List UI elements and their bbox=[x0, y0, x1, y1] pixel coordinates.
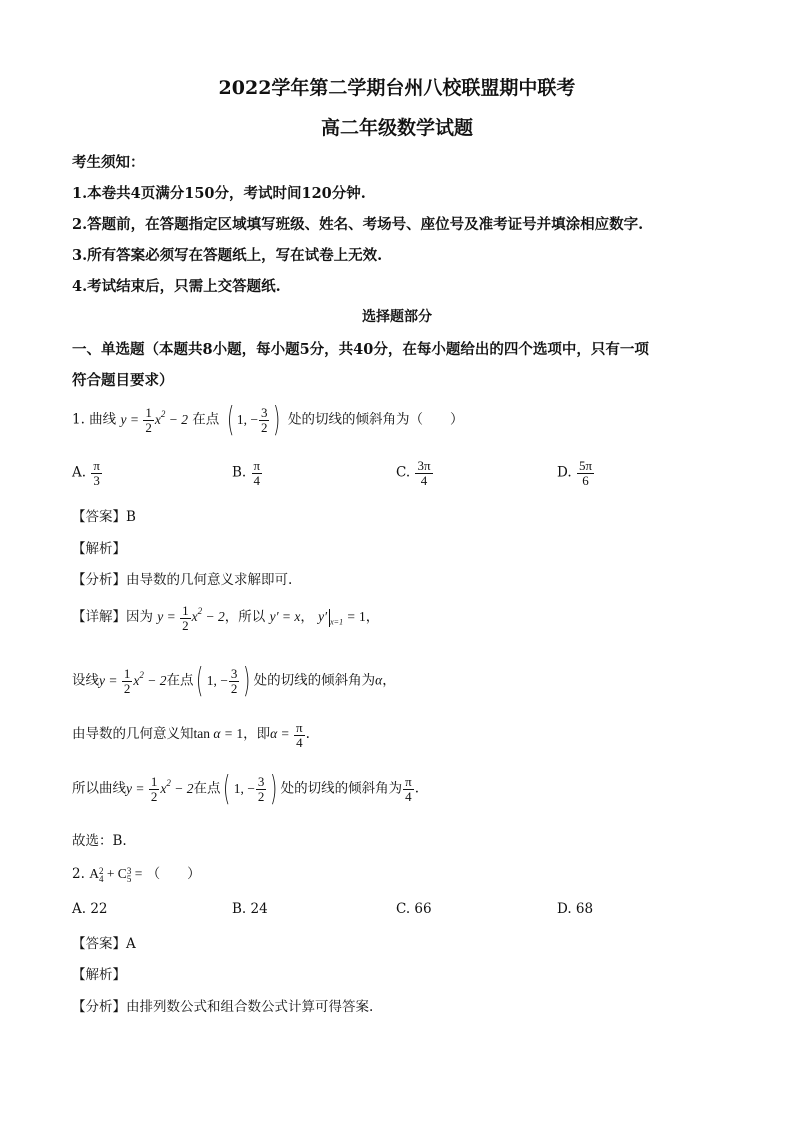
notice-heading: 考生须知： bbox=[72, 154, 145, 171]
q1-option-d bbox=[557, 459, 595, 487]
option-label: C. bbox=[396, 464, 411, 481]
notice-item-4: 4.考试结束后，只需上交答题纸. bbox=[72, 278, 281, 295]
q2-answer bbox=[72, 932, 136, 952]
notice-item-2: 2.答题前，在答题指定区域填写班级、姓名、考场号、座位号及准考证号并填涂相应数字. bbox=[72, 216, 644, 233]
line2-formula: y = $\frac{1}{2}$ $x^2 - 2$ bbox=[99, 666, 167, 696]
line4-pre: 所以曲线 bbox=[72, 780, 126, 797]
line4-formula: y = $\frac{1}{2}$ $x^2 - 2$ bbox=[126, 774, 194, 804]
line2-pre: 设线 bbox=[72, 672, 99, 689]
q1-detail-line2: 设线y = $\frac{1}{2}$ $x^2 - 2$在点( 1, − $\frac{3}{2}$ ) 处的切线的倾斜角为α， bbox=[72, 661, 396, 701]
q1-detail-line1: 【详解】因为 y = $\frac{1}{2}$ $x^2 - 2$，所以 y′ = x， y′ $_{x=1}$ = 1， bbox=[72, 603, 380, 633]
exam-title: 2022学年第二学期台州八校联盟期中联考 bbox=[218, 77, 576, 99]
option-b-value: $\frac{\pi}{4}$ bbox=[253, 458, 261, 488]
line2-alpha: α bbox=[375, 672, 383, 688]
line2-post: 处的切线的倾斜角为 bbox=[253, 672, 376, 689]
line2-point: ( 1, − $\frac{3}{2}$ ) bbox=[196, 661, 251, 701]
q2-stem bbox=[72, 862, 201, 883]
option-label: A. bbox=[72, 464, 87, 481]
notice-item-3: 3.所有答案必须写在答题纸上，写在试卷上无效. bbox=[72, 247, 383, 264]
detail-derivative-value: y′ $_{x=1}$ = 1 bbox=[318, 609, 366, 627]
q1-answer bbox=[72, 505, 136, 525]
detail-derivative: y′ = x bbox=[269, 609, 301, 625]
q2-option-c: C. 66 bbox=[396, 901, 432, 917]
detail-formula: y = $\frac{1}{2}$ $x^2 - 2$ bbox=[157, 603, 225, 633]
line4-point: ( 1, − $\frac{3}{2}$ ) bbox=[223, 769, 278, 809]
option-c-value: $\frac{3\pi}{4}$ bbox=[417, 458, 431, 488]
analysis-tag: 【分析】 bbox=[72, 999, 126, 1015]
option-label: B. bbox=[232, 464, 247, 481]
answer-tag: 【答案】 bbox=[72, 509, 126, 525]
option-label: D. bbox=[557, 464, 572, 481]
line3-mid: ，即 bbox=[243, 726, 271, 743]
q1-option-b bbox=[232, 459, 263, 487]
detail-so: ，所以 bbox=[224, 609, 266, 626]
option-d-value: $\frac{5\pi}{6}$ bbox=[578, 458, 593, 488]
q1-detail-line4: 所以曲线y = $\frac{1}{2}$ $x^2 - 2$在点( 1, − $\frac{3}{2}$ ) 处的切线的倾斜角为 $\frac{\pi}{4}$ . bbox=[72, 769, 420, 809]
q2-formula: A 2 4 + C 3 5 = bbox=[89, 865, 143, 884]
q2-analysis bbox=[72, 995, 373, 1015]
line3-pre: 由导数的几何意义知 bbox=[72, 726, 194, 743]
q1-number: 1. 曲线 bbox=[72, 411, 117, 428]
q2-option-b: B. 24 bbox=[232, 901, 268, 917]
line4-post: 处的切线的倾斜角为 bbox=[280, 780, 403, 797]
answer-tag: 【答案】 bbox=[72, 936, 126, 952]
q1-curve-formula: y = $\frac{1}{2}$ $x^2 - 2$ bbox=[120, 405, 188, 435]
line2-at: 在点 bbox=[166, 672, 194, 689]
q1-detail-line3: 由导数的几何意义知tan α = 1，即α = $\frac{\pi}{4}$ . bbox=[72, 720, 310, 750]
q1-at-point: 在点 bbox=[192, 411, 220, 428]
q2-jiexi: 【解析】 bbox=[72, 967, 126, 983]
q1-point: ( 1, − $\frac{3}{2}$ ) bbox=[226, 400, 281, 440]
q1-analysis bbox=[72, 568, 292, 588]
q2-option-a: A. 22 bbox=[72, 901, 108, 917]
answer-value: A bbox=[126, 936, 136, 952]
detail-because: 因为 bbox=[126, 609, 153, 626]
line3-tan: tan α = 1 bbox=[193, 726, 244, 742]
q2-option-d: D. 68 bbox=[557, 901, 594, 917]
q1-stem bbox=[72, 400, 464, 440]
analysis-tag: 【分析】 bbox=[72, 572, 126, 588]
answer-value: B bbox=[126, 509, 136, 525]
line4-result: $\frac{\pi}{4}$ bbox=[405, 773, 412, 804]
q2-number: 2. bbox=[72, 866, 85, 882]
q1-option-a bbox=[72, 459, 103, 487]
part1-instruction-line2: 符合题目要求） bbox=[72, 372, 174, 389]
q1-choose: 故选：B. bbox=[72, 833, 127, 849]
q1-option-c bbox=[396, 459, 434, 487]
notice-item-1: 1.本卷共4页满分150分，考试时间120分钟. bbox=[72, 185, 366, 202]
detail-tag: 【详解】 bbox=[72, 609, 126, 626]
exam-subtitle: 高二年级数学试题 bbox=[320, 117, 473, 139]
analysis-text: 由排列数公式和组合数公式计算可得答案. bbox=[126, 999, 374, 1015]
q1-ask: 处的切线的倾斜角为（ ） bbox=[288, 411, 464, 428]
section-title: 选择题部分 bbox=[362, 309, 432, 325]
part1-instruction-line1: 一、单选题（本题共8小题，每小题5分，共40分，在每小题给出的四个选项中，只有一项 bbox=[72, 341, 649, 358]
q2-ask: （ ） bbox=[146, 866, 201, 882]
option-a-value: $\frac{\pi}{3}$ bbox=[93, 458, 100, 488]
line4-at: 在点 bbox=[193, 780, 221, 797]
line3-alpha: α = $\frac{\pi}{4}$ bbox=[270, 720, 303, 750]
q1-jiexi: 【解析】 bbox=[72, 541, 126, 557]
analysis-text: 由导数的几何意义求解即可. bbox=[126, 572, 293, 588]
